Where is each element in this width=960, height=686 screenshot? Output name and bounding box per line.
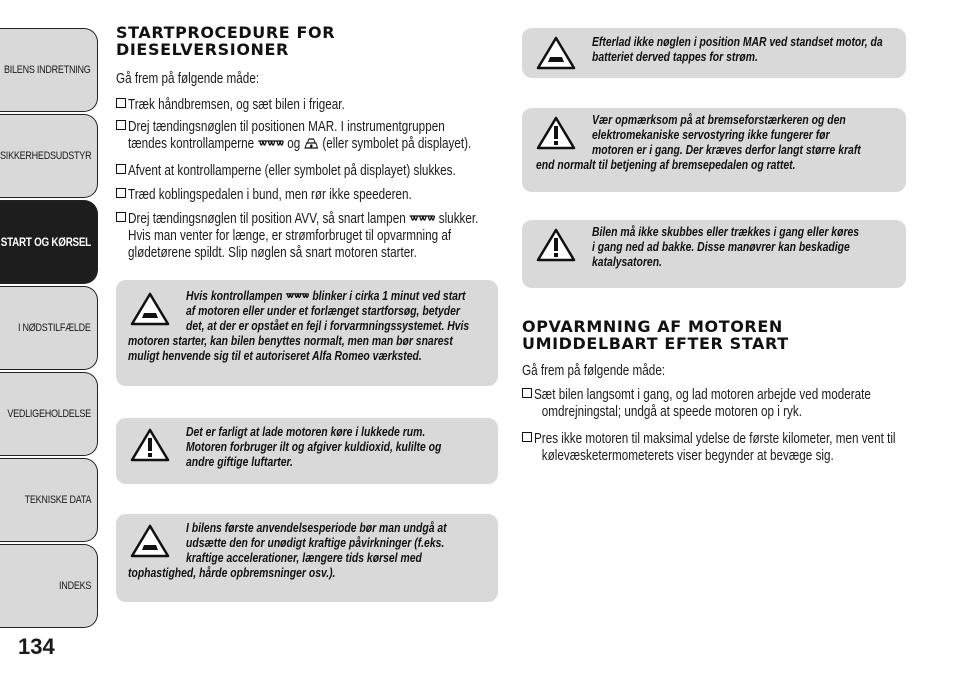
warning-box-breakin: I bilens første anvendelsesperiode bør man undgå at udsætte den for unødigt kraftige påvirkninger (f.eks. kraftige accelerationer, længere tids kørsel med tophastighed, hårde opbremsninger osv.).: [116, 514, 498, 602]
tab-start-og-korsel[interactable]: START OG KØRSEL: [0, 200, 98, 284]
bullet-box-icon: [522, 388, 532, 398]
warning-box-servo: Vær opmærksom på at bremseforstærkeren og den elektromekaniske servostyring ikke fungerer før motoren er i gang. Der kræves derfor langt større kraft end normalt til betjening af bremsepedalen og rattet.: [522, 108, 906, 192]
section-heading-diesel: STARTPROCEDURE FOR DIESELVERSIONER: [116, 23, 336, 59]
tab-bilens-indretning[interactable]: BILENS INDRETNING: [0, 28, 98, 112]
warning-exclamation-icon: [536, 228, 576, 262]
bullet-box-icon: [522, 432, 532, 442]
warning-exclamation-icon: [130, 428, 170, 462]
bullet-box-icon: [116, 164, 126, 174]
intro-text: Gå frem på følgende måde:: [522, 362, 666, 379]
bullet-box-icon: [116, 188, 126, 198]
immobilizer-icon: [303, 137, 319, 151]
glow-plug-icon: [257, 138, 284, 150]
caution-car-icon: [536, 36, 576, 70]
warning-box-push-start: Bilen må ikke skubbes eller trækkes i gang eller køres i gang ned ad bakke. Disse manøvrer kan beskadige katalysatoren.: [522, 220, 906, 288]
warning-exclamation-icon: [536, 116, 576, 150]
intro-text: Gå frem på følgende måde:: [116, 70, 260, 87]
page-number: 134: [18, 634, 55, 659]
caution-car-icon: [130, 292, 170, 326]
tab-indeks[interactable]: INDEKS: [0, 544, 98, 628]
warning-box-key-mar: Efterlad ikke nøglen i position MAR ved standset motor, da batteriet derved tappes for strøm.: [522, 28, 906, 78]
tab-sikkerhedsudstyr[interactable]: SIKKERHEDSUDSTYR: [0, 114, 98, 198]
tab-i-nodstilfaelde[interactable]: I NØDSTILFÆLDE: [0, 286, 98, 370]
tab-vedligeholdelse[interactable]: VEDLIGEHOLDELSE: [0, 372, 98, 456]
tab-tekniske-data[interactable]: TEKNISKE DATA: [0, 458, 98, 542]
warning-box-exhaust: Det er farligt at lade motoren køre i lukkede rum. Motoren forbruger ilt og afgiver kuldioxid, kulilte og andre giftige luftarter.: [116, 418, 498, 484]
caution-car-icon: [130, 524, 170, 558]
section-heading-warmup: OPVARMNING AF MOTOREN UMIDDELBART EFTER START: [522, 317, 789, 353]
bullet-box-icon: [116, 212, 126, 222]
warning-box-preheat: Hvis kontrollampen blinker i cirka 1 minut ved start af motoren eller under et forlænget startforsøg, betyder det, at der er opstået en fejl i forvarmningssystemet. Hvis motoren starter, kan bilen benyttes normalt, men man bør snarest muligt henvende sig til et autoriseret Alfa Romeo værksted.: [116, 280, 498, 386]
glow-plug-icon: [409, 213, 436, 225]
glow-plug-icon: [285, 291, 309, 302]
bullet-box-icon: [116, 120, 126, 130]
bullet-box-icon: [116, 98, 126, 108]
